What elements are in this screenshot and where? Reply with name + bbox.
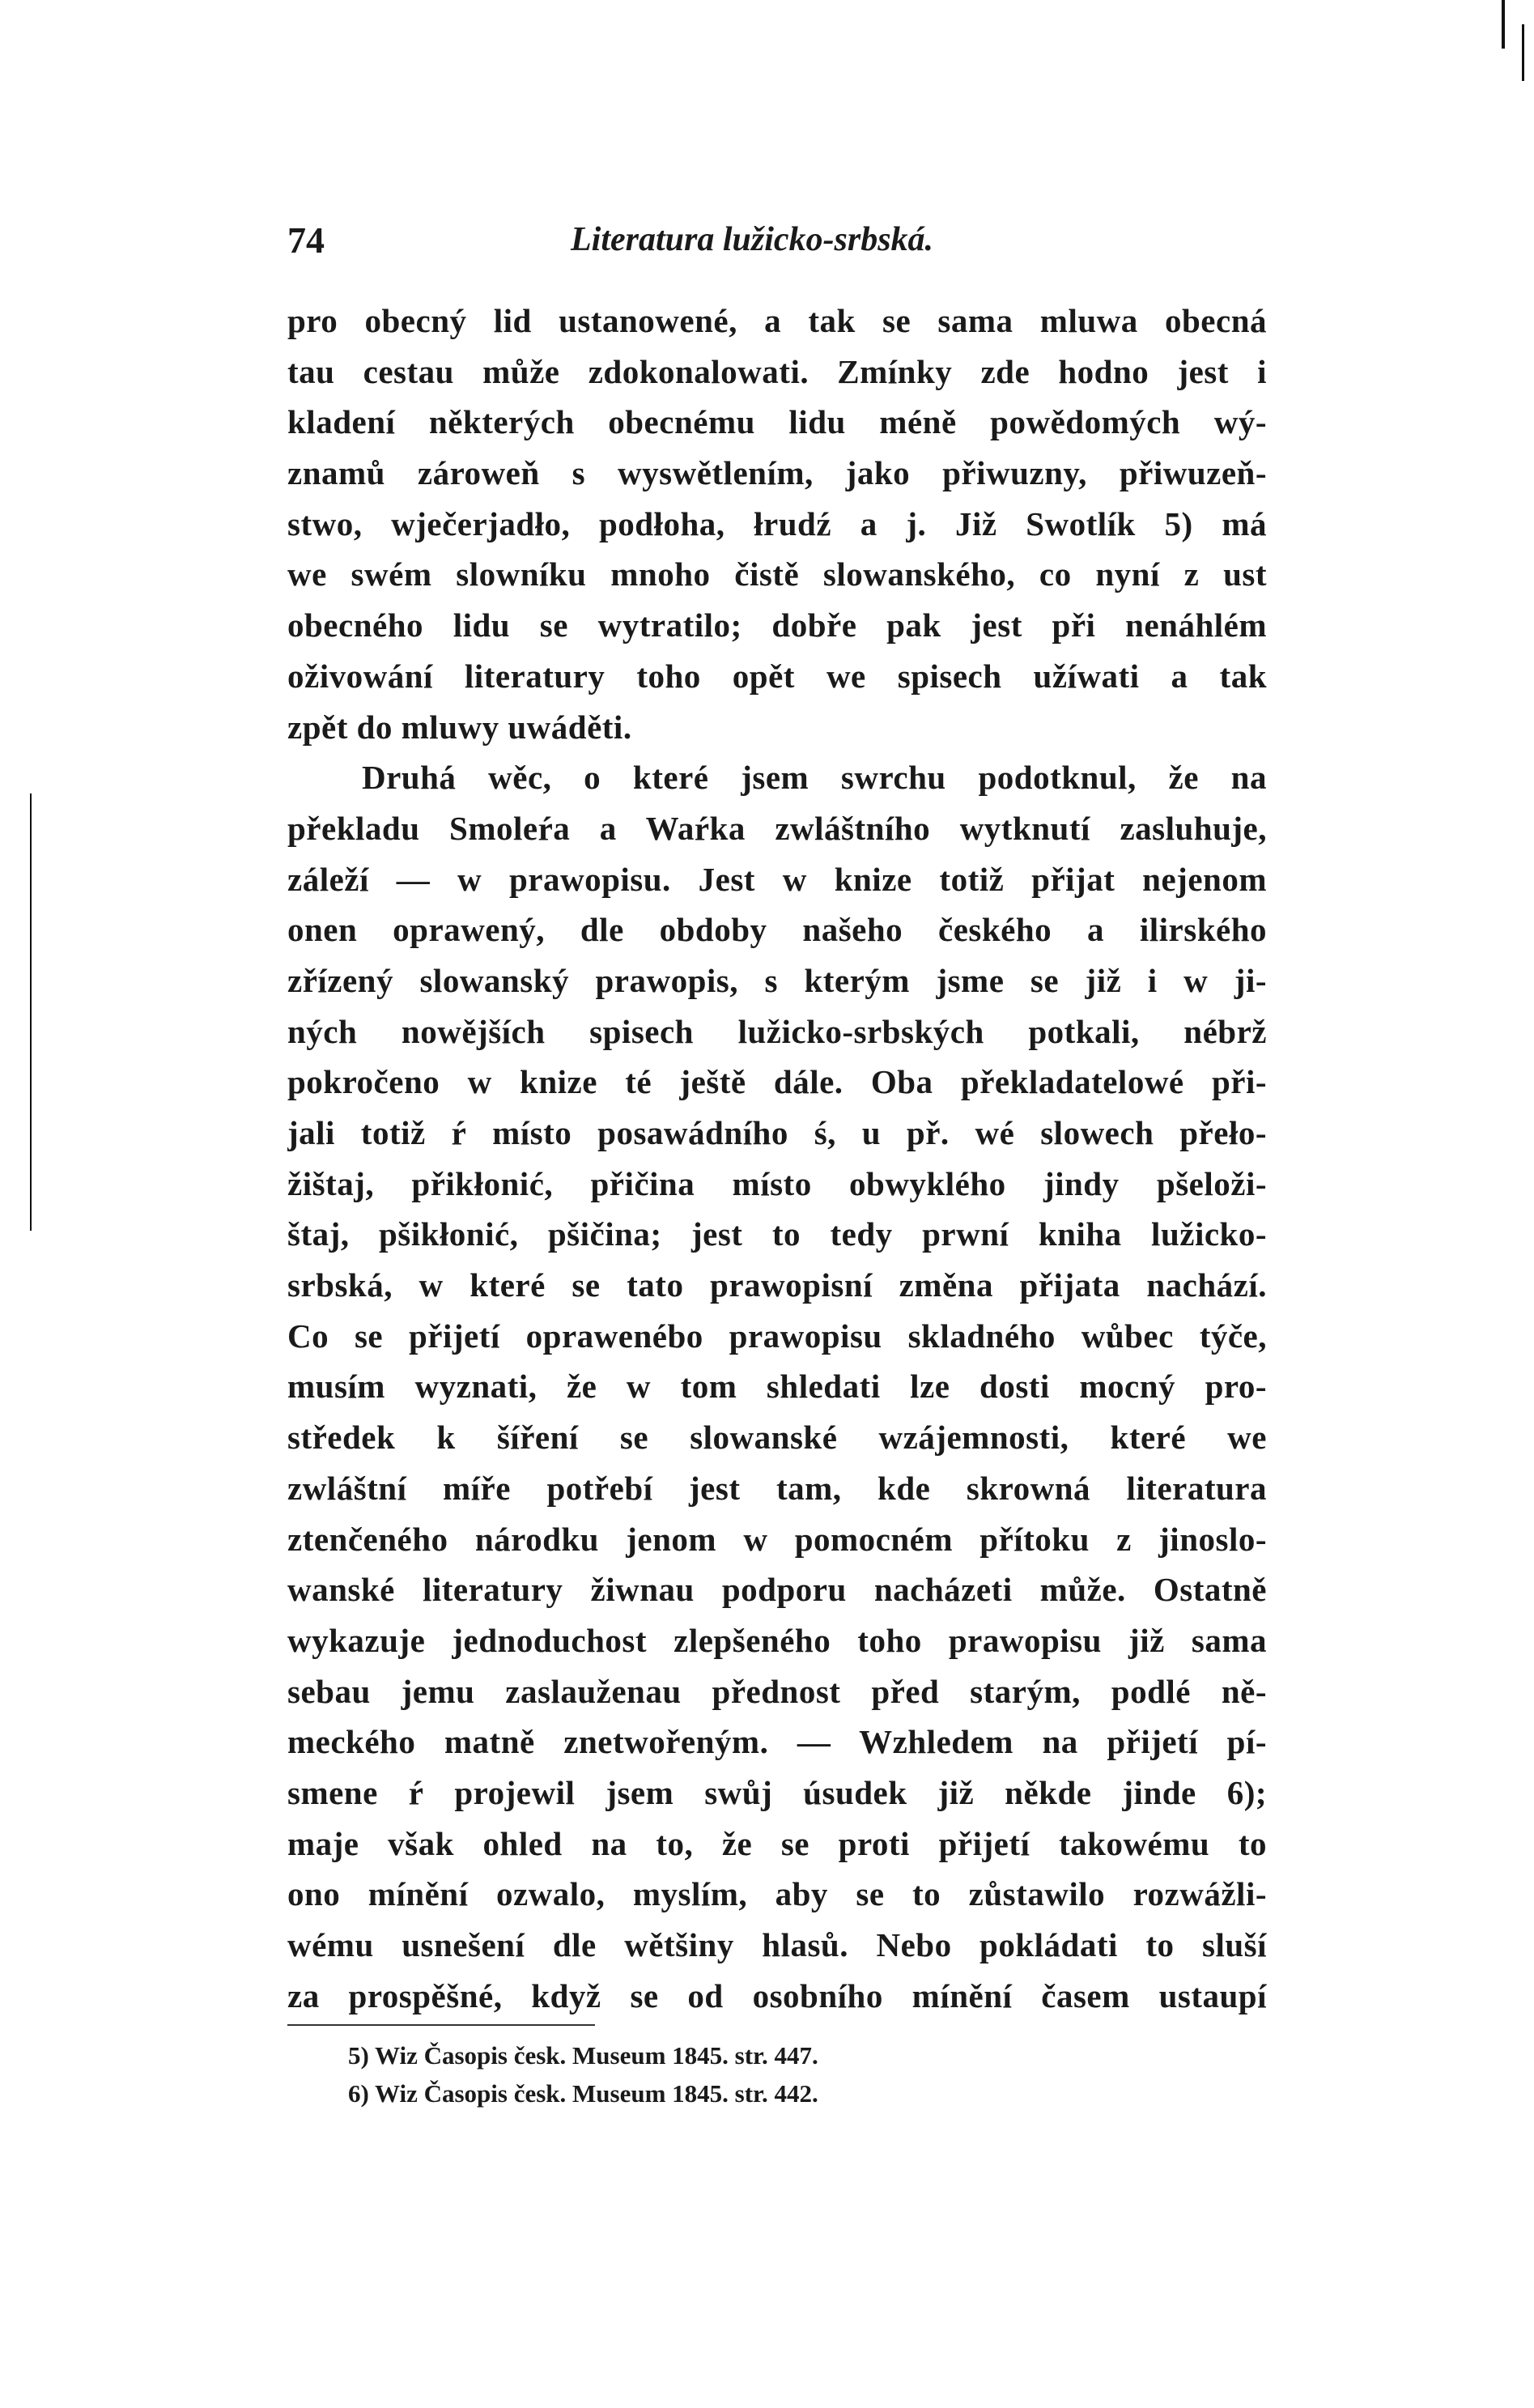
text-line: zwláštní míře potřebí jest tam, kde skrowná literatura (287, 1469, 1267, 1507)
text-line: za prospěšné, když se od osobního mínění časem ustaupí (287, 1976, 1267, 2014)
text-line: ztenčeného národku jenom w pomocném přítoku z jinoslo- (287, 1520, 1267, 1558)
text-line: wykazuje jednoduchost zlepšeného toho prawopisu již sama (287, 1621, 1267, 1659)
body-text (287, 296, 1267, 2021)
text-line: srbská, w které se tato prawopisní změna přijata nachází. (287, 1266, 1267, 1304)
page-header (287, 219, 1340, 275)
text-line: meckého matně znetwořeným. — Wzhledem na přijetí pí- (287, 1723, 1267, 1761)
footnote-rule (287, 2024, 595, 2026)
text-line: stwo, wječerjadło, podłoha, łrudź a j. Již Swotlík 5) má (287, 504, 1267, 542)
text-line: we swém slowníku mnoho čistě slowanského, co nyní z ust (287, 555, 1267, 593)
text-line: zřízený slowanský prawopis, s kterým jsme se již i w ji- (287, 961, 1267, 999)
text-line: štaj, pšikłonić, pšičina; jest to tedy prwní kniha lužicko- (287, 1215, 1267, 1253)
text-line: tau cestau může zdokonalowati. Zmínky zde hodno jest i (287, 352, 1267, 390)
footnotes (348, 2036, 1239, 2112)
text-line: kladení některých obecnému lidu méně powědomých wý- (287, 403, 1267, 441)
text-line: onen oprawený, dle obdoby našeho českého a ilirského (287, 911, 1267, 949)
text-line: musím wyznati, že w tom shledati lze dosti mocný pro- (287, 1368, 1267, 1406)
text-line: pro obecný lid ustanowené, a tak se sama mluwa obecná (287, 302, 1267, 339)
text-line: sebau jemu zaslauženau přednost před starým, podlé ně- (287, 1672, 1267, 1710)
text-line: oživowání literatury toho opět we spisech užíwati a tak (287, 657, 1267, 695)
text-line: wému usnešení dle wětšiny hlasů. Nebo pokládati to sluší (287, 1926, 1267, 1963)
text-line: středek k šíření se slowanské wzájemnosti, které we (287, 1419, 1267, 1457)
text-line: zpět do mluwy uwáděti. (287, 708, 632, 746)
footnote: 5) Wiz Časopis česk. Museum 1845. str. 447. (348, 2041, 818, 2070)
text-line: záleží — w prawopisu. Jest w knize totiž přijat nejenom (287, 860, 1267, 898)
scan-edge-mark (30, 793, 32, 1231)
footnote: 6) Wiz Časopis česk. Museum 1845. str. 442. (348, 2079, 818, 2108)
text-line: maje však ohled na to, že se proti přijetí takowému to (287, 1824, 1267, 1862)
scan-edge-mark (1502, 0, 1505, 49)
text-line: ono mínění ozwalo, myslím, aby se to zůstawilo rozwážli- (287, 1875, 1267, 1913)
text-line: pokročeno w knize té ještě dále. Oba překladatelowé při- (287, 1063, 1267, 1101)
text-line: jali totiž ŕ místo posawádního ś, u př. wé slowech přeło- (287, 1114, 1267, 1151)
text-line: obecného lidu se wytratilo; dobře pak jest při nenáhlém (287, 606, 1267, 645)
paragraph-first-line: Druhá wěc, o které jsem swrchu podotknul, že na (362, 759, 1267, 797)
text-line: žištaj, přikłonić, přičina místo obwyklého jindy pšeloži- (287, 1164, 1267, 1202)
scan-edge-mark (1522, 24, 1524, 81)
text-line: ných nowějších spisech lužicko-srbských potkali, nébrž (287, 1012, 1267, 1050)
text-line: smene ŕ projewil jsem swůj úsudek již někde jinde 6); (287, 1773, 1267, 1811)
text-line: znamů zároweň s wyswětlením, jako přiwuzny, přiwuzeň- (287, 454, 1267, 492)
text-line: Co se přijetí oprawenébo prawopisu skladného wůbec týče, (287, 1317, 1267, 1355)
running-title: Literatura lužicko-srbská. (571, 221, 934, 258)
text-line: wanské literatury žiwnau podporu nacházeti může. Ostatně (287, 1571, 1267, 1609)
text-line: překladu Smoleŕa a Waŕka zwláštního wytknutí zasluhuje, (287, 809, 1267, 847)
page-number: 74 (287, 219, 325, 261)
